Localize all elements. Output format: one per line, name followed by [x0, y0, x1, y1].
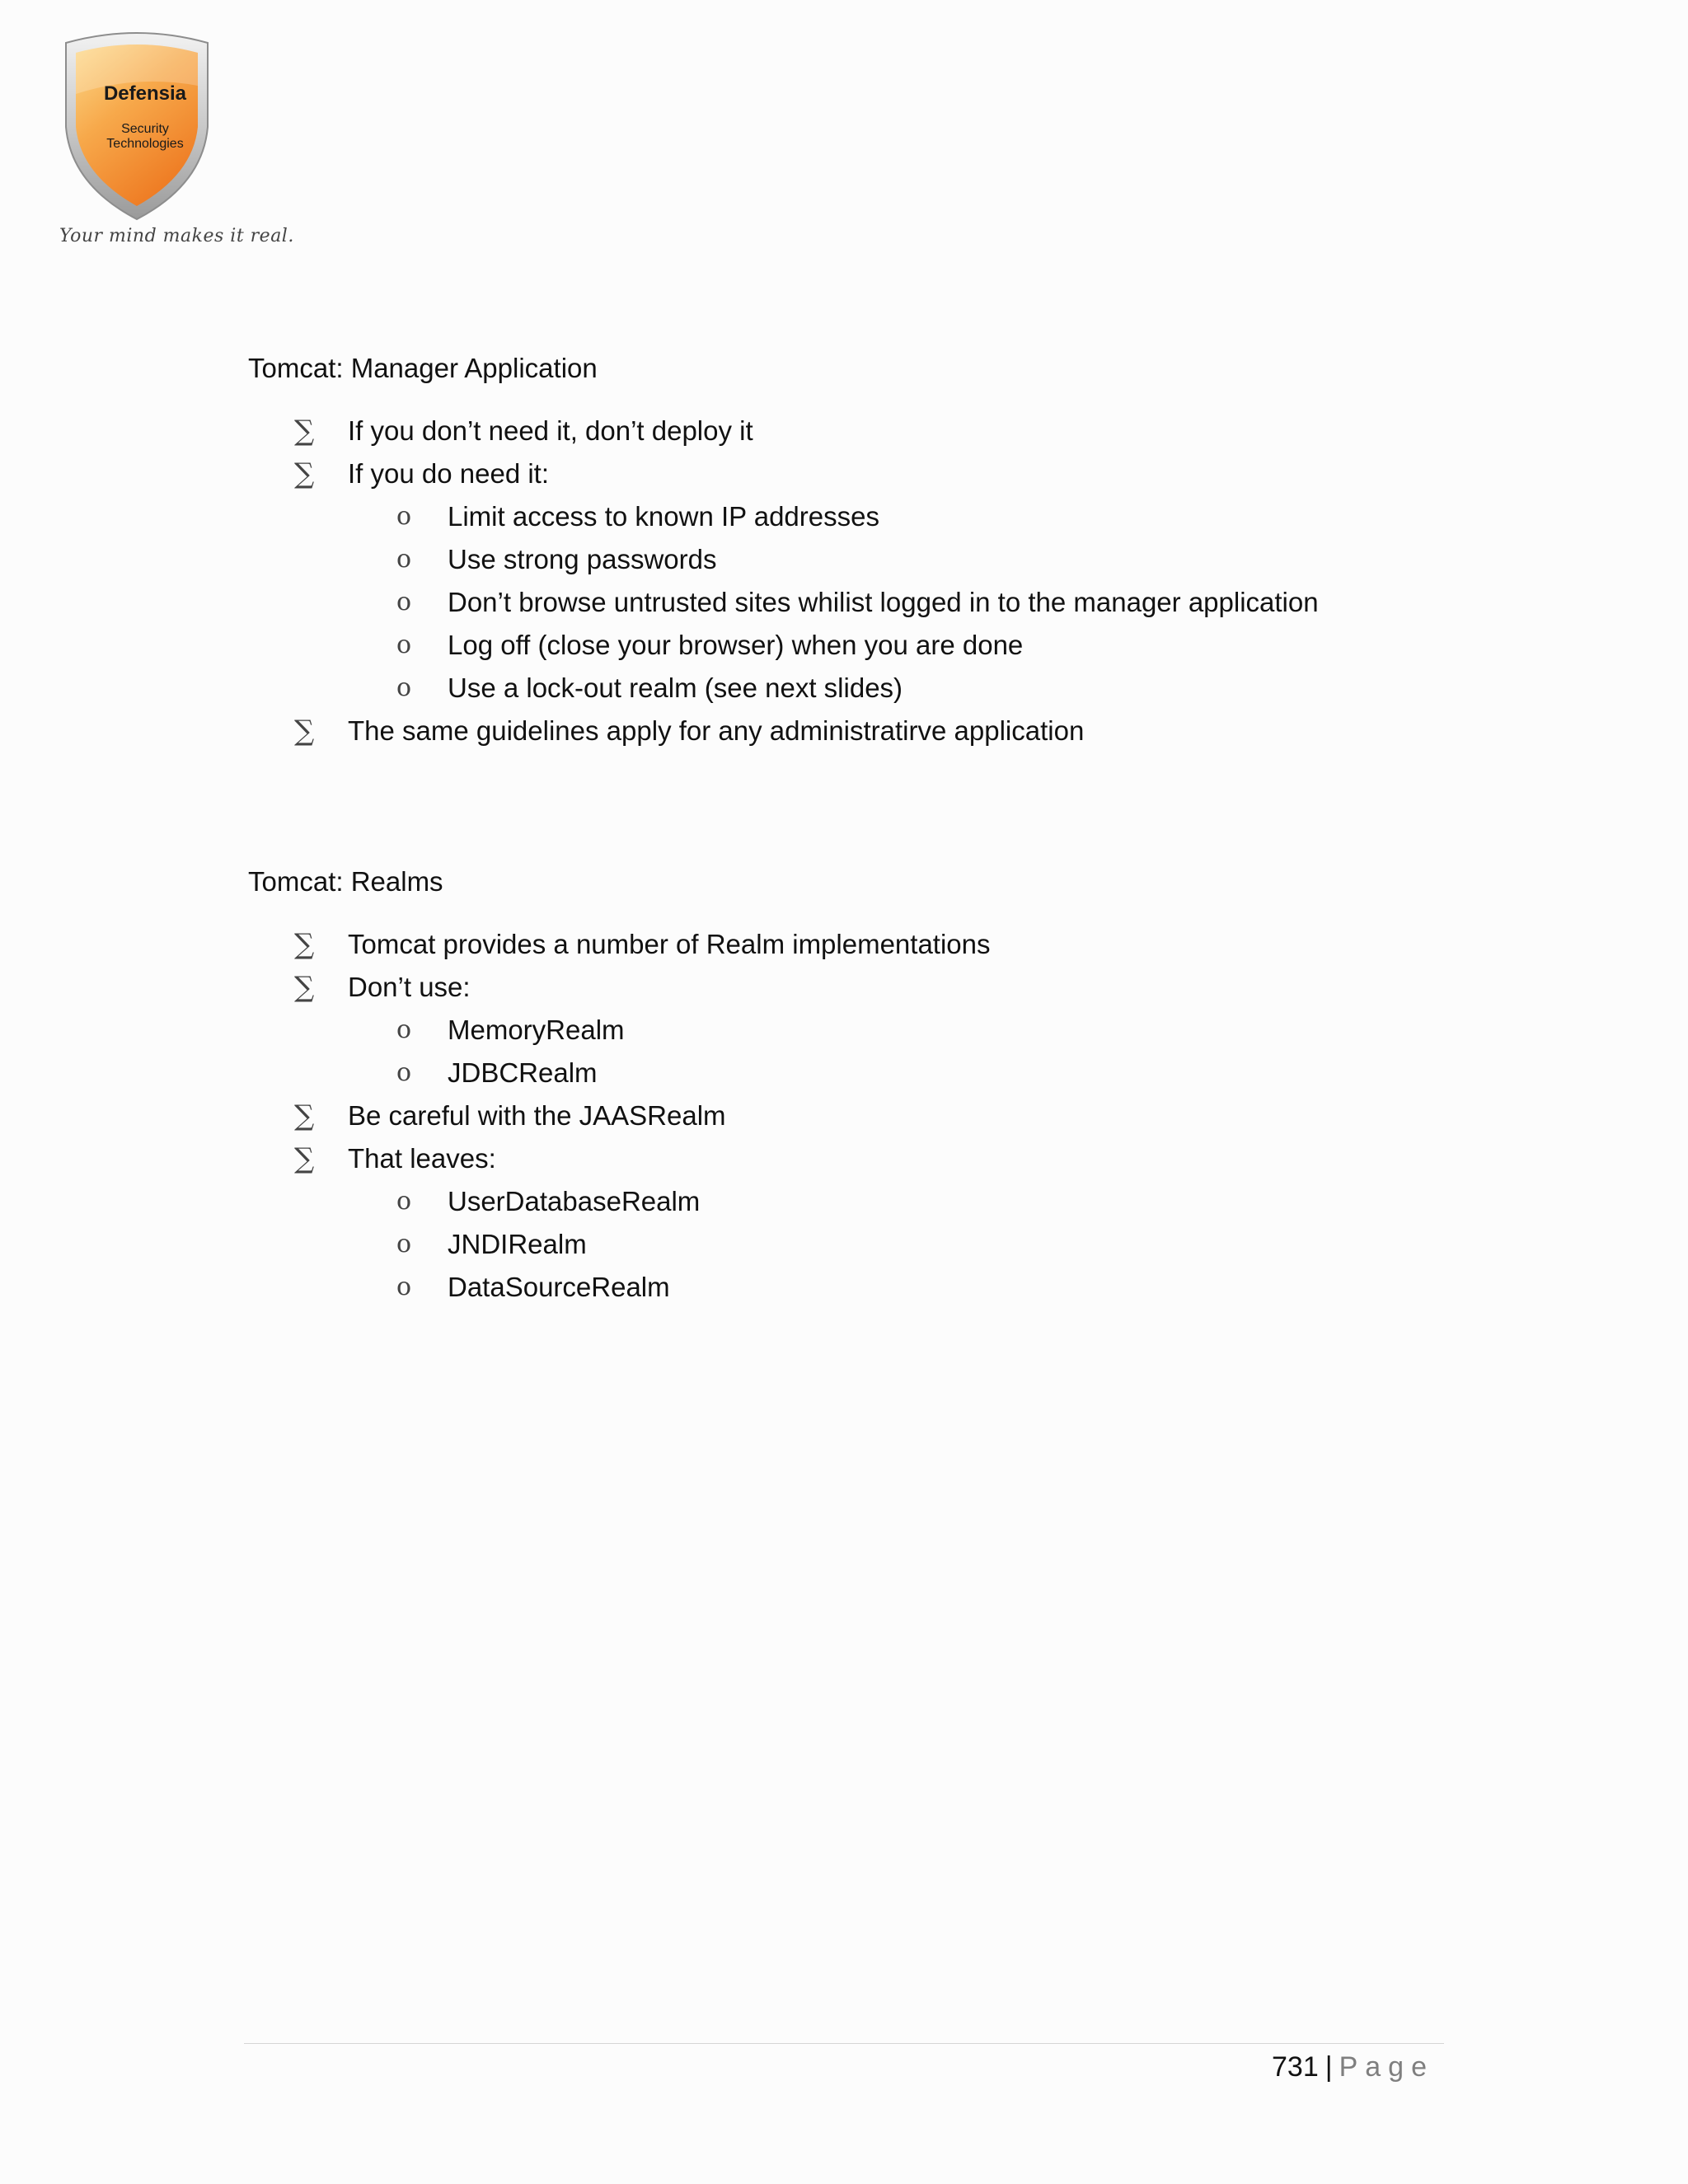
logo-subtitle-line1: Security — [121, 122, 169, 136]
circle-bullet-icon: o — [396, 502, 412, 531]
circle-bullet-icon: o — [396, 1187, 412, 1216]
logo-subtitle-line2: Technologies — [106, 137, 184, 151]
company-logo — [54, 28, 236, 259]
list-item — [248, 1223, 991, 1266]
list-item-text: JDBCRealm — [448, 1057, 598, 1088]
list-item — [248, 495, 1319, 538]
list-item-text: If you do need it: — [348, 458, 550, 489]
list-item — [248, 667, 1319, 710]
list-item-text: Be careful with the JAASRealm — [348, 1100, 726, 1131]
list-item — [248, 1094, 991, 1137]
list-item-text: That leaves: — [348, 1143, 496, 1174]
list-item-text: Don’t browse untrusted sites whilist logged in to the manager application — [448, 587, 1319, 617]
list-item — [248, 923, 991, 966]
list-item — [248, 581, 1319, 624]
sigma-bullet-icon: ∑ — [294, 971, 315, 1004]
circle-bullet-icon: o — [396, 630, 412, 659]
page-label: Page — [1339, 2051, 1434, 2083]
list-item-text: Limit access to known IP addresses — [448, 501, 879, 532]
circle-bullet-icon: o — [396, 1272, 412, 1301]
list-item — [248, 538, 1319, 581]
list-item — [248, 710, 1319, 752]
list-item-text: DataSourceRealm — [448, 1272, 670, 1302]
section-heading: Tomcat: Manager Application — [248, 353, 598, 383]
list-item-text: The same guidelines apply for any administratirve application — [348, 715, 1085, 746]
sigma-bullet-icon: ∑ — [294, 415, 315, 448]
list-item — [248, 1266, 991, 1309]
sigma-bullet-icon: ∑ — [294, 1099, 315, 1132]
section-realms — [248, 865, 991, 1309]
bullet-list — [248, 410, 1319, 752]
list-item-text: JNDIRealm — [448, 1229, 587, 1259]
footer-divider — [244, 2043, 1444, 2044]
list-item — [248, 1137, 991, 1180]
bullet-list — [248, 923, 991, 1309]
section-manager-application — [248, 352, 1319, 752]
circle-bullet-icon: o — [396, 673, 412, 702]
list-item-text: Use a lock-out realm (see next slides) — [448, 673, 903, 703]
page-number: 731 — [1272, 2051, 1319, 2083]
list-item — [248, 1009, 991, 1052]
list-item — [248, 410, 1319, 452]
list-item — [248, 624, 1319, 667]
sigma-bullet-icon: ∑ — [294, 457, 315, 490]
list-item-text: Log off (close your browser) when you are done — [448, 630, 1024, 660]
list-item-text: If you don’t need it, don’t deploy it — [348, 415, 753, 446]
logo-title: Defensia — [103, 82, 187, 105]
sigma-bullet-icon: ∑ — [294, 928, 315, 961]
list-item-text: Don’t use: — [348, 972, 471, 1002]
list-item-text: Tomcat provides a number of Realm implementations — [348, 929, 991, 959]
list-item-text: MemoryRealm — [448, 1015, 625, 1045]
section-heading: Tomcat: Realms — [248, 866, 443, 897]
page-footer — [1272, 2049, 1434, 2085]
circle-bullet-icon: o — [396, 1058, 412, 1087]
list-item — [248, 966, 991, 1009]
circle-bullet-icon: o — [396, 545, 412, 574]
list-item-text: Use strong passwords — [448, 544, 717, 574]
circle-bullet-icon: o — [396, 1015, 412, 1044]
sigma-bullet-icon: ∑ — [294, 715, 315, 748]
logo-tagline: Your mind makes it real. — [59, 226, 294, 246]
circle-bullet-icon: o — [396, 588, 412, 616]
sigma-bullet-icon: ∑ — [294, 1142, 315, 1175]
list-item-text: UserDatabaseRealm — [448, 1186, 701, 1216]
list-item — [248, 452, 1319, 495]
list-item — [248, 1052, 991, 1094]
list-item — [248, 1180, 991, 1223]
circle-bullet-icon: o — [396, 1230, 412, 1258]
footer-separator: | — [1325, 2051, 1333, 2083]
